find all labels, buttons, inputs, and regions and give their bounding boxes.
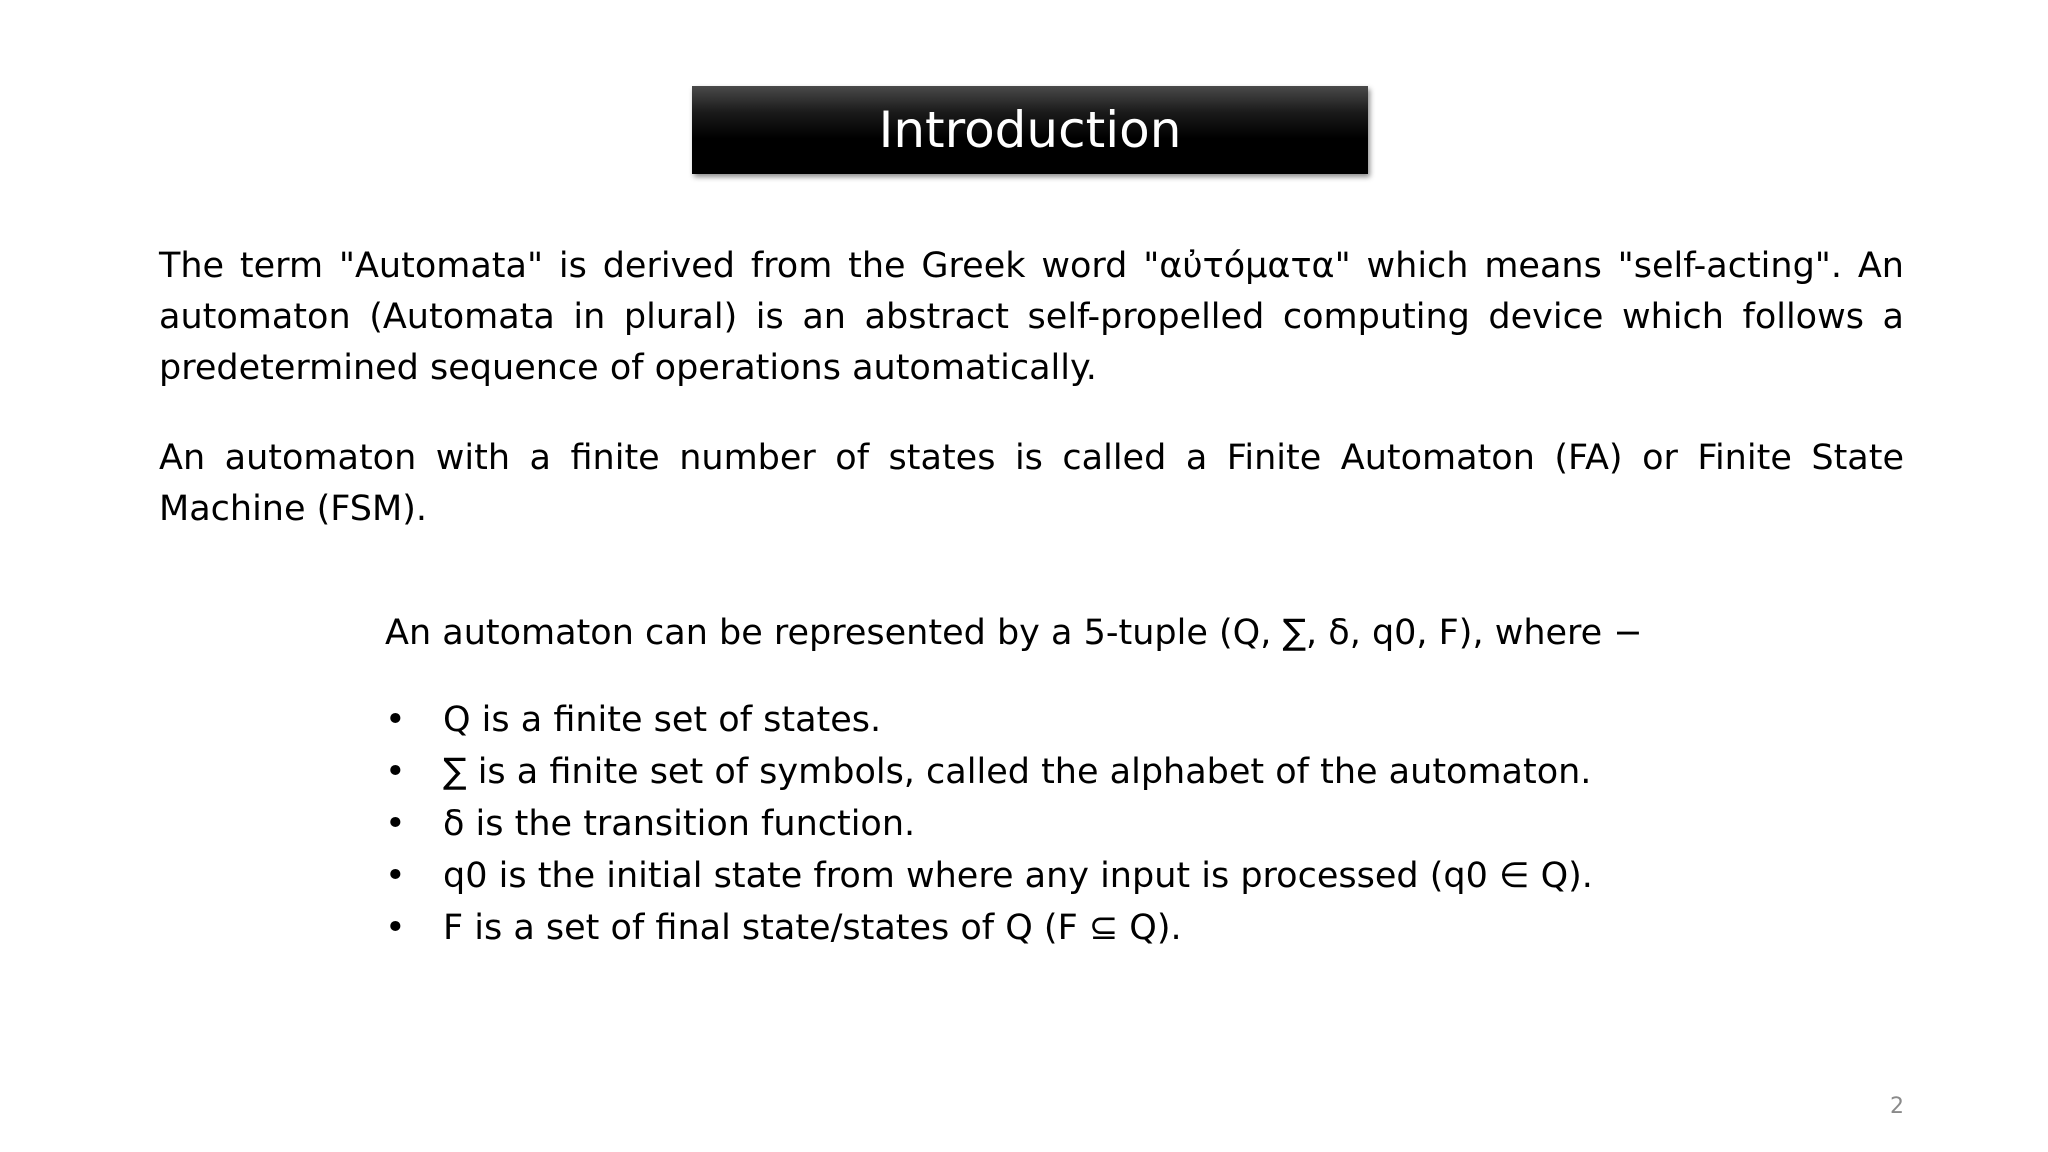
title-banner	[692, 86, 1368, 174]
list-item	[385, 747, 1685, 799]
bullet-text: q0 is the initial state from where any input is processed (q0 ∈ Q).	[443, 856, 1593, 896]
bullet-icon: •	[385, 700, 406, 740]
bullet-icon: •	[385, 856, 406, 896]
bullet-icon: •	[385, 908, 406, 948]
paragraph-finite-automaton: An automaton with a finite number of states is called a Finite Automaton (FA) or Finite State Machine (FSM).	[159, 438, 1904, 529]
list-item	[385, 851, 1685, 903]
list-item	[385, 903, 1685, 955]
list-item	[385, 695, 1685, 747]
bullet-text: δ is the transition function.	[443, 804, 916, 844]
bullet-text: Q is a finite set of states.	[443, 700, 882, 740]
list-item	[385, 799, 1685, 851]
paragraph-automata-definition: The term "Automata" is derived from the Greek word "αὐτόματα" which means "self-acting". An automaton (Automata in plural) is an abstract self-propelled computing device which follows a predetermined sequence of operations automatically.	[159, 246, 1904, 388]
page-number: 2	[1890, 1094, 1904, 1119]
tuple-intro: An automaton can be represented by a 5-tuple (Q, ∑, δ, q0, F), where −	[385, 613, 1643, 653]
bullet-text: ∑ is a finite set of symbols, called the alphabet of the automaton.	[443, 752, 1592, 792]
slide-title: Introduction	[878, 101, 1182, 159]
tuple-bullet-list	[385, 695, 1685, 955]
bullet-icon: •	[385, 752, 406, 792]
bullet-text: F is a set of final state/states of Q (F ⊆ Q).	[443, 908, 1182, 948]
bullet-icon: •	[385, 804, 406, 844]
tuple-section	[385, 608, 1685, 955]
